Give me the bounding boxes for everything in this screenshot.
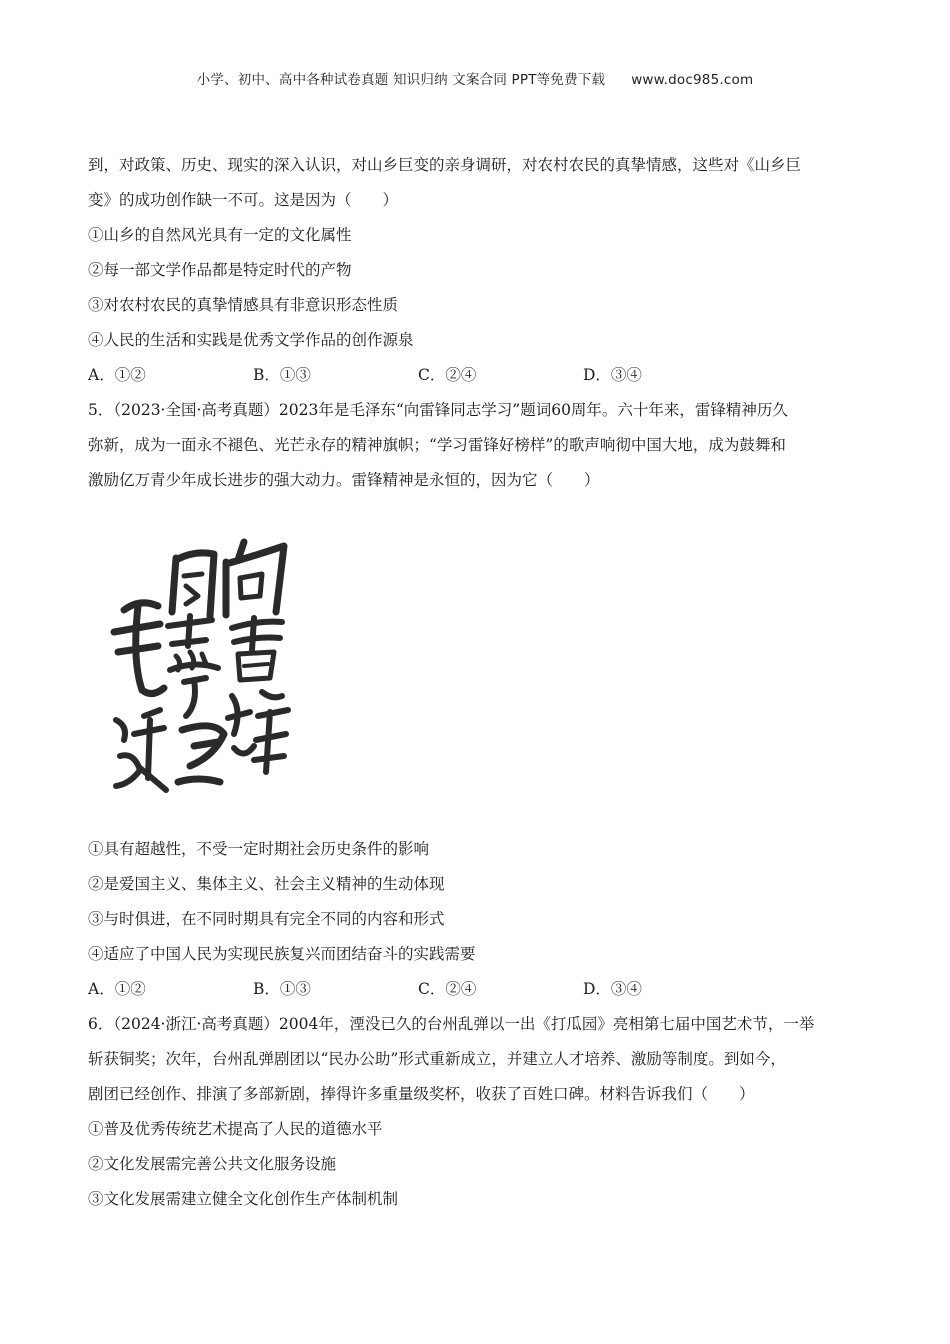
q4-option-d[interactable]: D．③④ xyxy=(583,366,642,384)
q6-stem-line: 剧团已经创作、排演了多部新剧，捧得许多重量级奖杯，收获了百姓口碑。材料告诉我们（ ） xyxy=(88,1085,755,1103)
q4-options xyxy=(88,358,868,393)
q4-statement: ③对农村农民的真挚情感具有非意识形态性质 xyxy=(88,296,399,314)
q5-statement: ①具有超越性，不受一定时期社会历史条件的影响 xyxy=(88,840,430,858)
calligraphy-column-right xyxy=(226,542,288,772)
q4-option-b[interactable]: B．①③ xyxy=(253,366,311,384)
q5-stem-line: 激励亿万青少年成长进步的强大动力。雷锋精神是永恒的，因为它（ ） xyxy=(88,471,600,489)
q4-option-a[interactable]: A．①② xyxy=(88,366,146,384)
q6-statement: ①普及优秀传统艺术提高了人民的道德水平 xyxy=(88,1120,383,1138)
q5-option-a[interactable]: A．①② xyxy=(88,980,146,998)
q5-statement: ④适应了中国人民为实现民族复兴而团结奋斗的实践需要 xyxy=(88,945,476,963)
q6-statement: ③文化发展需建立健全文化创作生产体制机制 xyxy=(88,1190,399,1208)
q5-option-b[interactable]: B．①③ xyxy=(253,980,311,998)
header-text: 小学、初中、高中各种试卷真题 知识归纳 文案合同 PPT等免费下载 xyxy=(196,72,606,88)
question-6 xyxy=(88,1007,868,1217)
q5-statement: ③与时俱进，在不同时期具有完全不同的内容和形式 xyxy=(88,910,445,928)
q5-stem-line: 5．（2023·全国·高考真题）2023年是毛泽东“向雷锋同志学习”题词60周年。六十年来，雷锋精神历久 xyxy=(88,401,788,419)
q4-stem-line: 到，对政策、历史、现实的深入认识，对山乡巨变的亲身调研，对农村农民的真挚情感，这些对《山乡巨 xyxy=(88,156,802,174)
q4-statement: ④人民的生活和实践是优秀文学作品的创作源泉 xyxy=(88,331,414,349)
q6-stem-line: 6．（2024·浙江·高考真题）2004年，湮没已久的台州乱弹以一出《打瓜园》亮相第七届中国艺术节，一举 xyxy=(88,1015,815,1033)
q5-stem-line: 弥新，成为一面永不褪色、光芒永存的精神旗帜；“学习雷锋好榜样”的歌声响彻中国大地，成为鼓舞和 xyxy=(88,436,786,454)
header-site-link[interactable]: www.doc985.com xyxy=(631,72,754,88)
q6-statement: ②文化发展需完善公共文化服务设施 xyxy=(88,1155,337,1173)
calligraphy-image xyxy=(94,520,294,820)
q6-stem-line: 斩获铜奖；次年，台州乱弹剧团以“民办公助”形式重新成立，并建立人才培养、激励等制度。到如今， xyxy=(88,1050,786,1068)
calligraphy-column-left xyxy=(114,603,166,790)
q4-stem-line: 变》的成功创作缺一不可。这是因为（ ） xyxy=(88,191,399,209)
q4-statement: ①山乡的自然风光具有一定的文化属性 xyxy=(88,226,352,244)
question-4 xyxy=(88,148,868,393)
q5-option-d[interactable]: D．③④ xyxy=(583,980,642,998)
q4-option-c[interactable]: C．②④ xyxy=(418,366,477,384)
question-5 xyxy=(88,393,868,1007)
q4-statement: ②每一部文学作品都是特定时代的产物 xyxy=(88,261,352,279)
q5-options xyxy=(88,972,868,1007)
page-header xyxy=(0,68,950,88)
q5-statement: ②是爱国主义、集体主义、社会主义精神的生动体现 xyxy=(88,875,445,893)
calligraphy-column-middle xyxy=(168,553,224,782)
q5-option-c[interactable]: C．②④ xyxy=(418,980,477,998)
calligraphy-svg xyxy=(94,520,294,820)
exam-content xyxy=(88,148,868,1217)
